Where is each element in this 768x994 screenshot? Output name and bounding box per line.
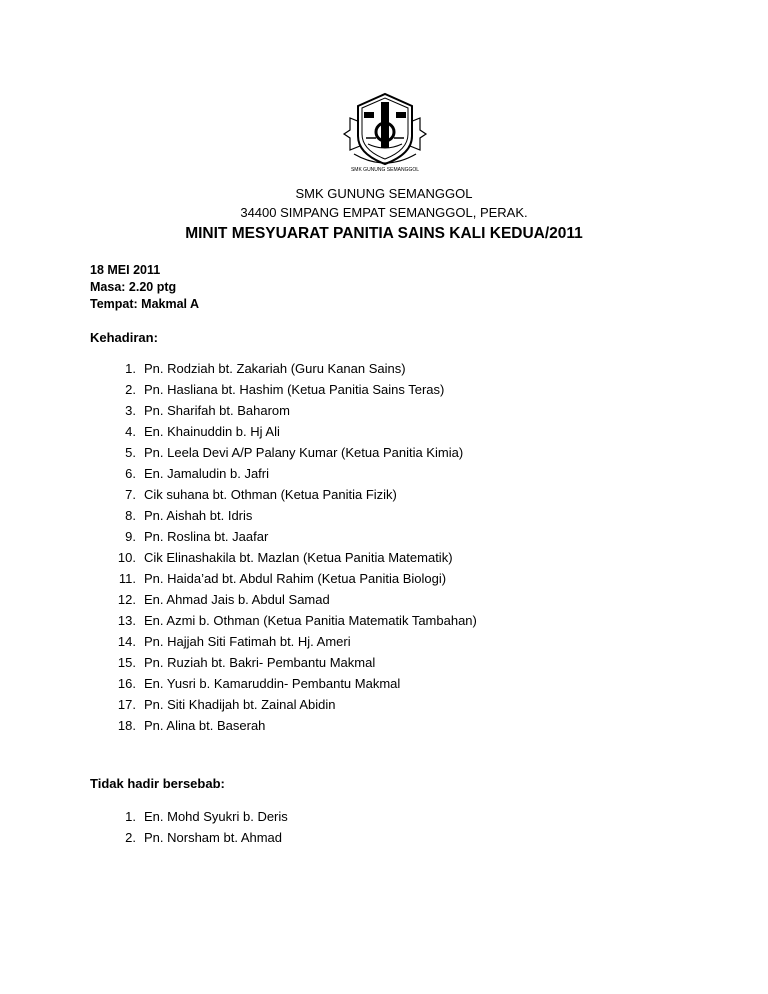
list-item	[90, 379, 477, 400]
list-item-number: 6.	[125, 466, 136, 481]
list-item-name: En. Jamaludin b. Jafri	[144, 466, 270, 481]
document-title: MINIT MESYUARAT PANITIA SAINS KALI KEDUA/2011	[185, 225, 583, 242]
list-item	[90, 631, 477, 652]
school-name: SMK GUNUNG SEMANGGOL	[295, 186, 473, 201]
list-item-name: En. Ahmad Jais b. Abdul Samad	[144, 592, 330, 607]
absent-heading: Tidak hadir bersebab:	[90, 776, 225, 791]
meeting-date: 18 MEI 2011	[90, 263, 161, 277]
list-item-number: 18.	[117, 718, 136, 733]
list-item-name: En. Khainuddin b. Hj Ali	[144, 424, 280, 439]
list-item-number: 1.	[125, 361, 136, 376]
list-item-number: 12.	[117, 592, 136, 607]
list-item	[90, 568, 477, 589]
list-item-number: 2.	[125, 382, 136, 397]
list-item	[90, 400, 477, 421]
list-item	[90, 505, 477, 526]
list-item	[90, 358, 477, 379]
list-item	[90, 547, 477, 568]
list-item	[90, 694, 477, 715]
list-item-number: 5.	[125, 445, 136, 460]
list-item-number: 4.	[125, 424, 136, 439]
list-item-number: 3.	[125, 403, 136, 418]
list-item-name: Pn. Hajjah Siti Fatimah bt. Hj. Ameri	[144, 634, 351, 649]
list-item	[90, 442, 477, 463]
list-item-name: En. Mohd Syukri b. Deris	[144, 809, 288, 824]
attendance-list	[90, 358, 477, 736]
crest-lettering: SMK GUNUNG SEMANGGOL	[350, 167, 420, 173]
list-item	[90, 652, 477, 673]
list-item-name: En. Yusri b. Kamaruddin- Pembantu Makmal	[144, 676, 401, 691]
list-item-name: Pn. Haida’ad bt. Abdul Rahim (Ketua Panitia Biologi)	[144, 571, 447, 586]
meeting-place: Tempat: Makmal A	[90, 297, 200, 311]
attendance-heading: Kehadiran:	[90, 330, 158, 345]
list-item	[90, 673, 477, 694]
list-item-name: Pn. Rodziah bt. Zakariah (Guru Kanan Sains)	[144, 361, 406, 376]
meeting-time: Masa: 2.20 ptg	[90, 280, 177, 294]
list-item-name: Pn. Ruziah bt. Bakri- Pembantu Makmal	[144, 655, 376, 670]
list-item-number: 9.	[125, 529, 136, 544]
list-item-number: 7.	[125, 487, 136, 502]
school-crest-icon	[340, 88, 430, 174]
list-item-name: Pn. Hasliana bt. Hashim (Ketua Panitia Sains Teras)	[144, 382, 445, 397]
list-item	[90, 715, 477, 736]
list-item-number: 2.	[125, 830, 136, 845]
list-item-name: Pn. Roslina bt. Jaafar	[144, 529, 269, 544]
list-item-number: 16.	[117, 676, 136, 691]
school-address: 34400 SIMPANG EMPAT SEMANGGOL, PERAK.	[240, 205, 528, 220]
list-item-name: Pn. Alina bt. Baserah	[144, 718, 266, 733]
list-item	[90, 589, 477, 610]
list-item	[90, 463, 477, 484]
list-item-number: 1.	[125, 809, 136, 824]
list-item-number: 14.	[117, 634, 136, 649]
list-item	[90, 827, 288, 848]
list-item-number: 11.	[118, 571, 136, 586]
list-item-name: Pn. Norsham bt. Ahmad	[144, 830, 283, 845]
absent-list	[90, 806, 288, 848]
list-item-name: En. Azmi b. Othman (Ketua Panitia Matematik Tambahan)	[144, 613, 477, 628]
list-item-name: Pn. Leela Devi A/P Palany Kumar (Ketua Panitia Kimia)	[144, 445, 464, 460]
list-item	[90, 484, 477, 505]
list-item	[90, 526, 477, 547]
list-item	[90, 421, 477, 442]
list-item-number: 17.	[117, 697, 136, 712]
list-item-name: Cik Elinashakila bt. Mazlan (Ketua Panitia Matematik)	[144, 550, 453, 565]
list-item-number: 15.	[117, 655, 136, 670]
list-item	[90, 806, 288, 827]
list-item-name: Pn. Siti Khadijah bt. Zainal Abidin	[144, 697, 336, 712]
list-item-number: 10.	[117, 550, 136, 565]
list-item	[90, 610, 477, 631]
list-item-number: 8.	[125, 508, 136, 523]
list-item-name: Pn. Aishah bt. Idris	[144, 508, 253, 523]
list-item-name: Pn. Sharifah bt. Baharom	[144, 403, 290, 418]
list-item-number: 13.	[117, 613, 136, 628]
list-item-name: Cik suhana bt. Othman (Ketua Panitia Fizik)	[144, 487, 397, 502]
